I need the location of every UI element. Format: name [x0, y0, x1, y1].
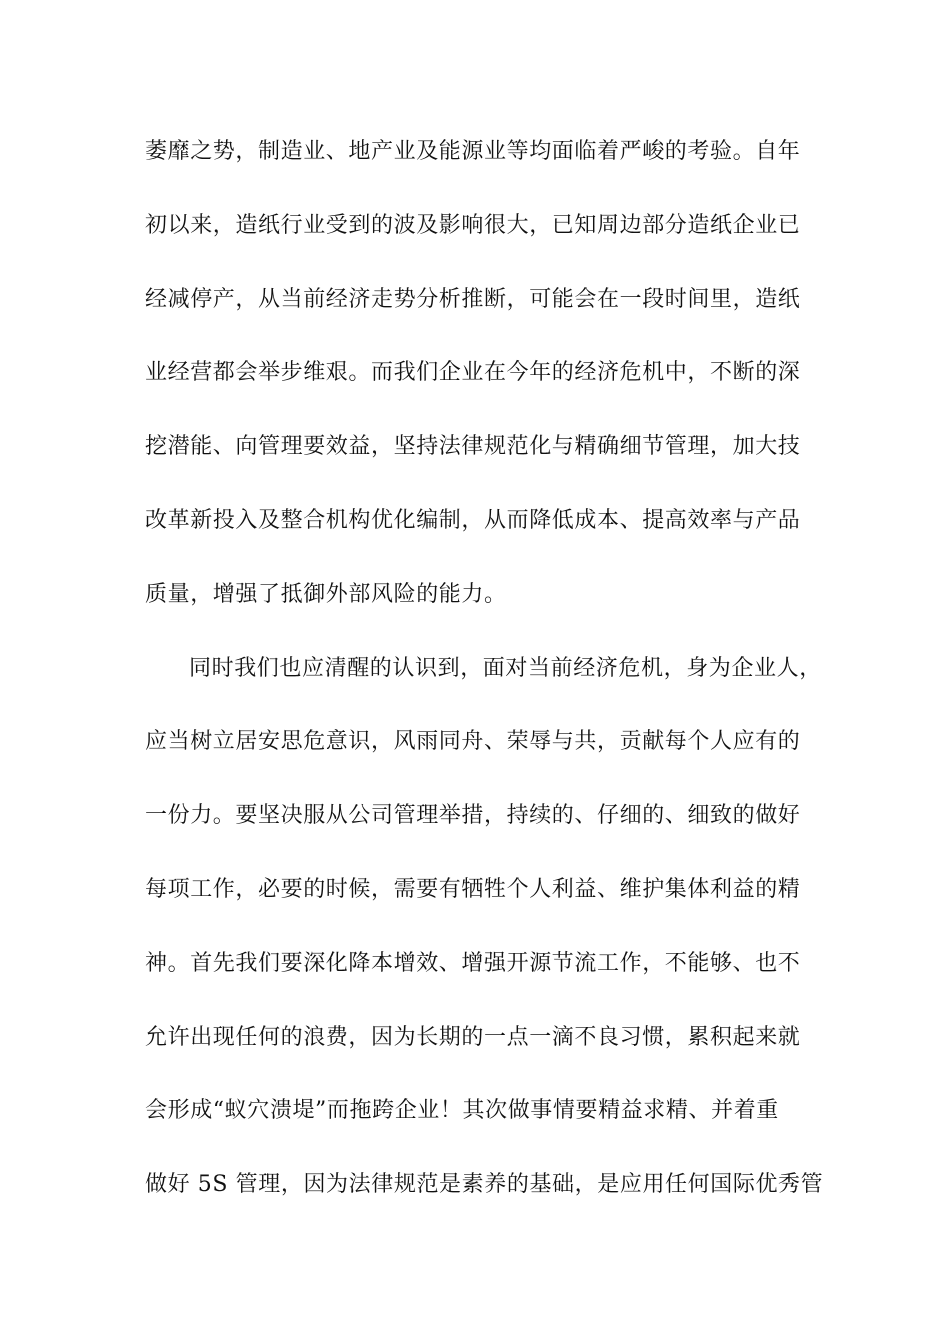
- text-line: 改革新投入及整合机构优化编制，从而降低成本、提高效率与产品: [145, 507, 801, 533]
- text-line: 初以来，造纸行业受到的波及影响很大，已知周边部分造纸企业已: [145, 212, 801, 238]
- text-line: 质量，增强了抵御外部风险的能力。: [145, 581, 507, 607]
- text-line: 会形成“蚁穴溃堤”而拖跨企业！其次做事情要精益求精、并着重: [145, 1098, 779, 1124]
- text-line: 一份力。要坚决服从公司管理举措，持续的、仔细的、细致的做好: [145, 803, 801, 829]
- text-line: 神。首先我们要深化降本增效、增强开源节流工作，不能够、也不: [145, 950, 801, 976]
- text-line: 挖潜能、向管理要效益，坚持法律规范化与精确细节管理，加大技: [145, 434, 801, 460]
- text-line: 允许出现任何的浪费，因为长期的一点一滴不良习惯，累积起来就: [145, 1024, 801, 1050]
- body-text: [145, 130, 825, 1237]
- text-line: 业经营都会举步维艰。而我们企业在今年的经济危机中，不断的深: [145, 360, 801, 386]
- text-line: 萎靡之势，制造业、地产业及能源业等均面临着严峻的考验。自年: [145, 139, 801, 164]
- text-line: 做好 5S 管理，因为法律规范是素养的基础，是应用任何国际优秀管: [145, 1172, 824, 1198]
- paragraph-first-line: 同时我们也应清醒的认识到，面对当前经济危机，身为企业人，: [189, 655, 822, 681]
- text-line: 每项工作，必要的时候，需要有牺牲个人利益、维护集体利益的精: [145, 876, 801, 902]
- text-line: 经减停产，从当前经济走势分析推断，可能会在一段时间里，造纸: [145, 286, 801, 312]
- text-line: 应当树立居安思危意识，风雨同舟、荣辱与共，贡献每个人应有的: [145, 729, 801, 755]
